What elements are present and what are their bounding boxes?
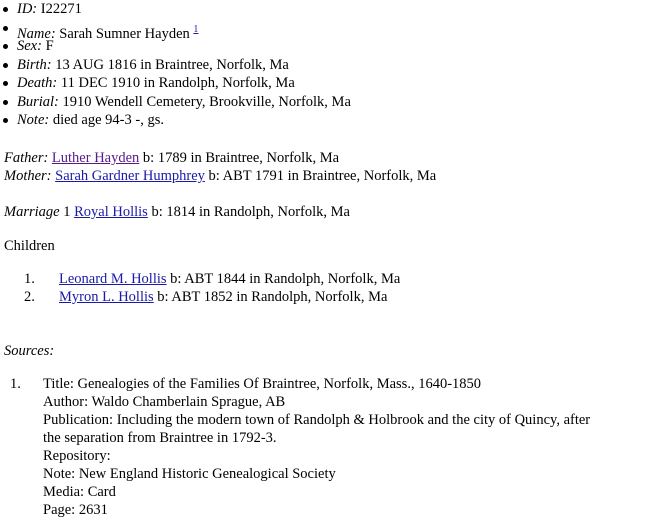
fact-id bbox=[0, 0, 351, 19]
fact-value: Sarah Sumner Hayden bbox=[55, 25, 194, 42]
source-page: Page: 2631 bbox=[43, 502, 108, 518]
source-publication: Publication: Including the modern town of Randolph & Holbrook and the city of Quincy, after bbox=[43, 412, 591, 428]
mother-detail: b: ABT 1791 in Braintree, Norfolk, Ma bbox=[204, 168, 437, 184]
mother-label: Mother: bbox=[4, 168, 52, 184]
bullet-icon bbox=[3, 7, 8, 12]
fact-value: I22271 bbox=[37, 1, 82, 17]
marriage-label: Marriage bbox=[4, 204, 60, 220]
sources-heading bbox=[4, 342, 54, 360]
fact-birth bbox=[0, 56, 351, 75]
child-link[interactable]: Myron L. Hollis bbox=[59, 289, 154, 305]
fact-value: 11 DEC 1910 in Randolph, Norfolk, Ma bbox=[57, 75, 295, 91]
mother-link[interactable]: Sarah Gardner Humphrey bbox=[55, 168, 205, 184]
children-heading: Children bbox=[4, 238, 55, 254]
child-link[interactable]: Leonard M. Hollis bbox=[59, 271, 167, 287]
children-list bbox=[0, 270, 400, 306]
fact-label: Burial: bbox=[17, 93, 59, 110]
sources-heading-text: Sources: bbox=[4, 343, 55, 359]
bullet-icon bbox=[3, 44, 8, 49]
footnote-link[interactable]: 1 bbox=[193, 23, 199, 35]
source-repository: Repository: bbox=[43, 448, 111, 464]
bullet-icon bbox=[3, 26, 8, 31]
father-label: Father: bbox=[4, 150, 49, 166]
source-publication-cont: the separation from Braintree in 1792-3. bbox=[43, 430, 277, 446]
source-media: Media: Card bbox=[43, 484, 116, 500]
mother-row bbox=[4, 167, 436, 185]
fact-value: died age 94-3 -, gs. bbox=[49, 112, 164, 128]
bullet-icon bbox=[3, 63, 8, 68]
source-title: Title: Genealogies of the Families Of Braintree, Norfolk, Mass., 1640-1850 bbox=[43, 376, 482, 392]
source-author: Author: Waldo Chamberlain Sprague, AB bbox=[43, 394, 286, 410]
child-detail: b: ABT 1852 in Randolph, Norfolk, Ma bbox=[153, 289, 388, 305]
marriage-number: 1 bbox=[59, 204, 75, 220]
bullet-icon bbox=[3, 100, 8, 105]
child-number: 1. bbox=[24, 271, 35, 287]
child-detail: b: ABT 1844 in Randolph, Norfolk, Ma bbox=[166, 271, 401, 287]
fact-label: ID: bbox=[17, 1, 38, 17]
child-number: 2. bbox=[24, 289, 35, 305]
father-row bbox=[4, 149, 339, 167]
bullet-icon bbox=[3, 118, 8, 123]
spouse-detail: b: 1814 in Randolph, Norfolk, Ma bbox=[147, 204, 350, 220]
individual-facts-list bbox=[0, 0, 351, 130]
source-note: Note: New England Historic Genealogical Society bbox=[43, 466, 336, 482]
fact-label: Note: bbox=[17, 112, 50, 128]
father-detail: b: 1789 in Braintree, Norfolk, Ma bbox=[139, 150, 340, 166]
fact-name bbox=[0, 19, 351, 42]
fact-note bbox=[0, 111, 351, 130]
fact-label: Name: bbox=[17, 25, 56, 42]
source-number: 1. bbox=[10, 376, 21, 392]
fact-label: Birth: bbox=[17, 56, 52, 73]
fact-sex bbox=[0, 37, 351, 56]
fact-value: F bbox=[41, 38, 54, 54]
bullet-icon bbox=[3, 81, 8, 86]
fact-label: Sex: bbox=[17, 38, 42, 54]
marriage-row bbox=[4, 203, 350, 221]
fact-label: Death: bbox=[17, 75, 58, 91]
fact-value: 1910 Wendell Cemetery, Brookville, Norfolk, Ma bbox=[58, 93, 351, 110]
child-item bbox=[0, 288, 400, 306]
child-item bbox=[0, 270, 400, 288]
fact-value: 13 AUG 1816 in Braintree, Norfolk, Ma bbox=[51, 56, 289, 73]
father-link[interactable]: Luther Hayden bbox=[51, 150, 140, 166]
spouse-link[interactable]: Royal Hollis bbox=[74, 204, 148, 220]
fact-burial bbox=[0, 93, 351, 112]
fact-death bbox=[0, 74, 351, 93]
source-details bbox=[43, 375, 643, 519]
